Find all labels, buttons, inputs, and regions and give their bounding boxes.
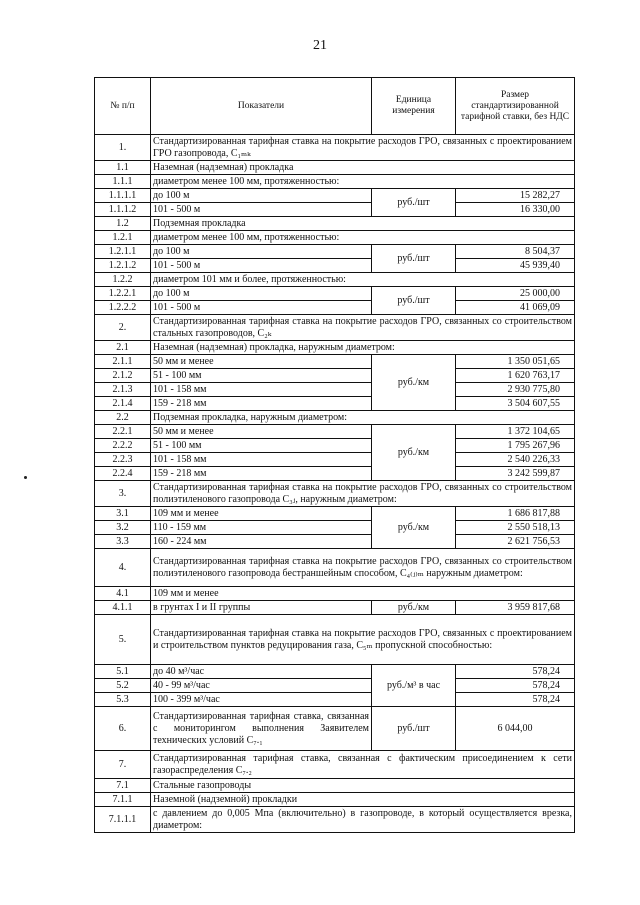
row-number: 2. — [95, 315, 151, 341]
row-value: 8 504,37 — [456, 245, 575, 259]
row-unit: руб./км — [372, 507, 456, 549]
header-number: № п/п — [95, 78, 151, 135]
row-text: 101 - 158 мм — [151, 453, 372, 467]
row-number: 1.2.2 — [95, 273, 151, 287]
header-unit: Единица измерения — [372, 78, 456, 135]
row-text: диаметром менее 100 мм, протяженностью: — [151, 175, 575, 189]
table-row — [95, 587, 575, 601]
row-number: 3.1 — [95, 507, 151, 521]
row-text: Наземной (надземной) прокладки — [151, 793, 575, 807]
row-text: 109 мм и менее — [151, 587, 575, 601]
row-number: 4. — [95, 549, 151, 587]
table-row — [95, 273, 575, 287]
row-number: 1. — [95, 135, 151, 161]
row-text: диаметром менее 100 мм, протяженностью: — [151, 231, 575, 245]
row-text: 101 - 500 м — [151, 259, 372, 273]
table-row — [95, 397, 575, 411]
row-number: 7.1.1.1 — [95, 807, 151, 833]
row-value: 41 069,09 — [456, 301, 575, 315]
row-value: 16 330,00 — [456, 203, 575, 217]
table-row — [95, 615, 575, 665]
row-number: 3. — [95, 481, 151, 507]
row-text: 51 - 100 мм — [151, 369, 372, 383]
table-row — [95, 425, 575, 439]
row-number: 2.2 — [95, 411, 151, 425]
row-value: 2 930 775,80 — [456, 383, 575, 397]
row-text: Стальные газопроводы — [151, 779, 575, 793]
row-number: 1.1.1.2 — [95, 203, 151, 217]
row-value: 2 550 518,13 — [456, 521, 575, 535]
row-unit: руб./шт — [372, 189, 456, 217]
row-number: 1.1.1.1 — [95, 189, 151, 203]
row-value: 578,24 — [456, 693, 575, 707]
row-value: 3 959 817,68 — [456, 601, 575, 615]
row-text: 51 - 100 мм — [151, 439, 372, 453]
row-number: 1.1 — [95, 161, 151, 175]
row-text: 159 - 218 мм — [151, 397, 372, 411]
row-unit: руб./шт — [372, 245, 456, 273]
scan-dot — [24, 476, 27, 479]
row-unit: руб./шт — [372, 287, 456, 315]
row-number: 1.2.1.2 — [95, 259, 151, 273]
row-value: 578,24 — [456, 665, 575, 679]
row-number: 1.2.2.2 — [95, 301, 151, 315]
row-number: 2.1.1 — [95, 355, 151, 369]
table-row — [95, 355, 575, 369]
row-text: до 100 м — [151, 189, 372, 203]
row-value: 1 686 817,88 — [456, 507, 575, 521]
row-number: 2.2.4 — [95, 467, 151, 481]
row-number: 2.1.2 — [95, 369, 151, 383]
row-text: 50 мм и менее — [151, 355, 372, 369]
table-row — [95, 259, 575, 273]
row-number: 5.3 — [95, 693, 151, 707]
table-row — [95, 287, 575, 301]
row-text: до 100 м — [151, 245, 372, 259]
tariff-table — [94, 77, 575, 833]
row-text: Стандартизированная тарифная ставка на покрытие расходов ГРО, связанных со строительством полиэтиленового газопровода бестраншейным способом, С₄₍ⱼ₎ₘ наружным диаметром: — [151, 549, 575, 587]
row-value: 45 939,40 — [456, 259, 575, 273]
row-number: 5.1 — [95, 665, 151, 679]
row-value: 1 795 267,96 — [456, 439, 575, 453]
row-value: 2 621 756,53 — [456, 535, 575, 549]
table-header-row — [95, 78, 575, 135]
table-row — [95, 549, 575, 587]
row-number: 2.1 — [95, 341, 151, 355]
table-row — [95, 507, 575, 521]
row-text: Наземная (надземная) прокладка, наружным диаметром: — [151, 341, 575, 355]
row-number: 4.1 — [95, 587, 151, 601]
row-number: 7.1.1 — [95, 793, 151, 807]
table-row — [95, 601, 575, 615]
table-row — [95, 231, 575, 245]
row-text: Стандартизированная тарифная ставка, связанная с фактическим присоединением к сети газораспределения С₇.₂ — [151, 751, 575, 779]
row-number: 1.2.1.1 — [95, 245, 151, 259]
row-text: 101 - 158 мм — [151, 383, 372, 397]
row-number: 2.1.3 — [95, 383, 151, 397]
table-row — [95, 411, 575, 425]
row-text: до 40 м³/час — [151, 665, 372, 679]
table-row — [95, 135, 575, 161]
row-value: 1 350 051,65 — [456, 355, 575, 369]
header-indicators: Показатели — [151, 78, 372, 135]
row-text: Стандартизированная тарифная ставка на покрытие расходов ГРО, связанных с проектированием и строительством пунктов редуцирования газа, С₅ₘ пропускной способностью: — [151, 615, 575, 665]
row-value: 3 504 607,55 — [456, 397, 575, 411]
row-number: 5. — [95, 615, 151, 665]
header-rate-size: Размер стандартизированной тарифной ставки, без НДС — [456, 78, 575, 135]
table-row — [95, 793, 575, 807]
row-text: с давлением до 0,005 Мпа (включительно) в газопроводе, в который осуществляется врезка, диаметром: — [151, 807, 575, 833]
table-row — [95, 751, 575, 779]
row-text: Стандартизированная тарифная ставка на покрытие расходов ГРО, связанных со строительством стальных газопроводов, С₂ₖ — [151, 315, 575, 341]
table-row — [95, 521, 575, 535]
row-value: 3 242 599,87 — [456, 467, 575, 481]
table-row — [95, 175, 575, 189]
row-number: 1.2.1 — [95, 231, 151, 245]
row-value: 1 620 763,17 — [456, 369, 575, 383]
table-row — [95, 439, 575, 453]
table-row — [95, 665, 575, 679]
row-text: 160 - 224 мм — [151, 535, 372, 549]
table-row — [95, 203, 575, 217]
row-text: Стандартизированная тарифная ставка на покрытие расходов ГРО, связанных со строительством полиэтиленового газопровода С₃ⱼ, наружным диаметром: — [151, 481, 575, 507]
table-row — [95, 779, 575, 793]
table-row — [95, 217, 575, 231]
table-row — [95, 707, 575, 751]
row-number: 2.2.2 — [95, 439, 151, 453]
row-text: 101 - 500 м — [151, 301, 372, 315]
row-value: 15 282,27 — [456, 189, 575, 203]
page-number: 21 — [313, 38, 327, 53]
row-number: 3.3 — [95, 535, 151, 549]
row-text: Стандартизированная тарифная ставка, связанная с мониторингом выполнения Заявителем технических условий С₇.₁ — [151, 707, 372, 751]
table-row — [95, 693, 575, 707]
row-unit: руб./м³ в час — [372, 665, 456, 707]
table-row — [95, 161, 575, 175]
row-text: 159 - 218 мм — [151, 467, 372, 481]
row-text: 101 - 500 м — [151, 203, 372, 217]
row-number: 5.2 — [95, 679, 151, 693]
row-number: 7. — [95, 751, 151, 779]
row-value: 2 540 226,33 — [456, 453, 575, 467]
row-text: Наземная (надземная) прокладка — [151, 161, 575, 175]
table-row — [95, 245, 575, 259]
table-row — [95, 341, 575, 355]
row-text: 40 - 99 м³/час — [151, 679, 372, 693]
table-row — [95, 453, 575, 467]
row-text: 110 - 159 мм — [151, 521, 372, 535]
row-unit: руб./км — [372, 601, 456, 615]
row-number: 2.2.3 — [95, 453, 151, 467]
table-row — [95, 535, 575, 549]
row-text: в грунтах I и II группы — [151, 601, 372, 615]
row-text: до 100 м — [151, 287, 372, 301]
row-unit: руб./км — [372, 425, 456, 481]
table-row — [95, 383, 575, 397]
table-row — [95, 369, 575, 383]
row-unit: руб./шт — [372, 707, 456, 751]
row-value: 578,24 — [456, 679, 575, 693]
row-value: 1 372 104,65 — [456, 425, 575, 439]
row-text: 109 мм и менее — [151, 507, 372, 521]
row-text: Подземная прокладка, наружным диаметром: — [151, 411, 575, 425]
row-number: 2.1.4 — [95, 397, 151, 411]
table-row — [95, 679, 575, 693]
table-row — [95, 315, 575, 341]
row-text: Подземная прокладка — [151, 217, 575, 231]
table-row — [95, 807, 575, 833]
row-number: 1.2 — [95, 217, 151, 231]
row-text: 100 - 399 м³/час — [151, 693, 372, 707]
table-row — [95, 189, 575, 203]
row-number: 6. — [95, 707, 151, 751]
row-number: 4.1.1 — [95, 601, 151, 615]
row-number: 1.2.2.1 — [95, 287, 151, 301]
row-number: 1.1.1 — [95, 175, 151, 189]
row-text: диаметром 101 мм и более, протяженностью: — [151, 273, 575, 287]
row-text: 50 мм и менее — [151, 425, 372, 439]
row-value: 6 044,00 — [456, 707, 575, 751]
table-row — [95, 467, 575, 481]
table-row — [95, 301, 575, 315]
row-value: 25 000,00 — [456, 287, 575, 301]
row-unit: руб./км — [372, 355, 456, 411]
row-text: Стандартизированная тарифная ставка на покрытие расходов ГРО, связанных с проектированием ГРО газопровода, С₁ₘₖ — [151, 135, 575, 161]
row-number: 2.2.1 — [95, 425, 151, 439]
table-row — [95, 481, 575, 507]
row-number: 7.1 — [95, 779, 151, 793]
row-number: 3.2 — [95, 521, 151, 535]
